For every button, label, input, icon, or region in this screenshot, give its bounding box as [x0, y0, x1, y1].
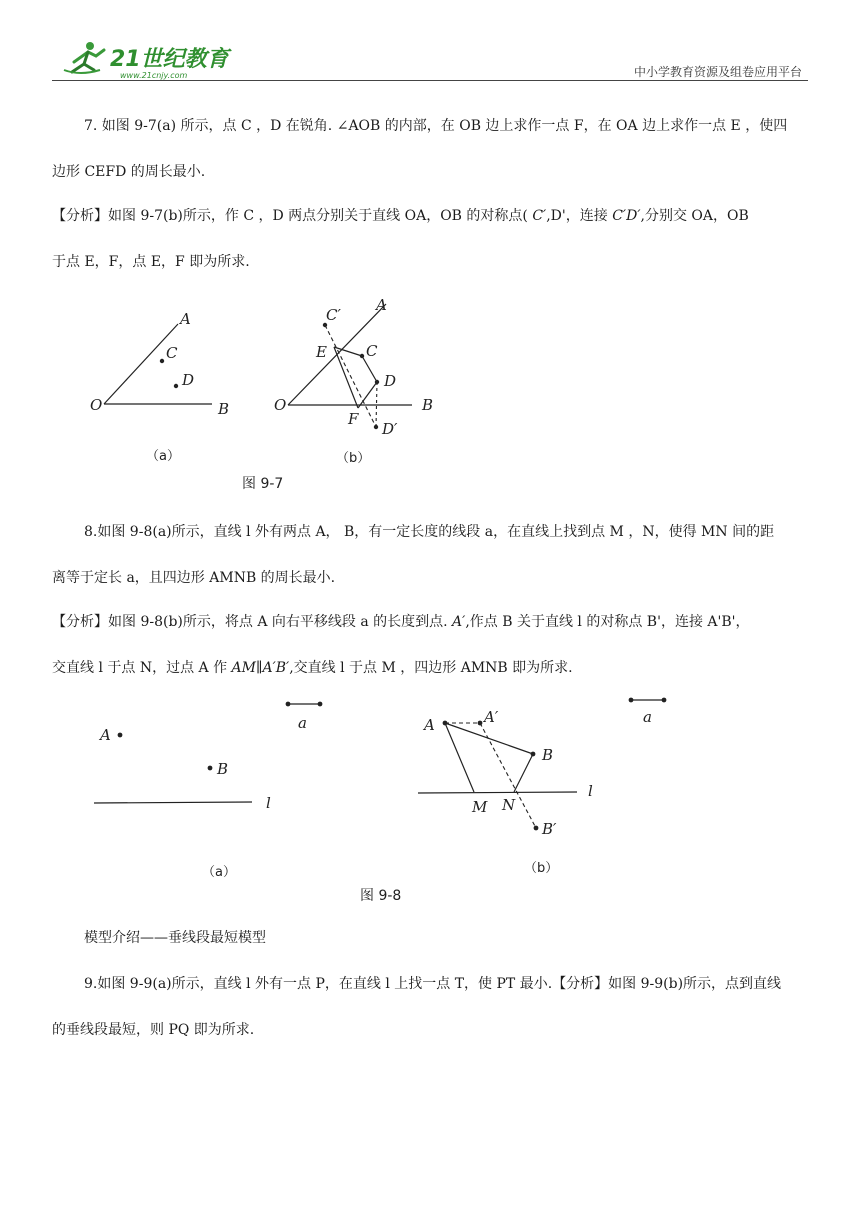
site-tagline: 中小学教育资源及组卷应用平台 — [633, 65, 802, 79]
fig8b-caption: （b） — [524, 861, 559, 876]
q8-line1: 8.如图 9-8(a)所示，直线 l 外有两点 A， B，有一定长度的线段 a，在直线上找到点 M ，N，使得 MN 间的距 — [84, 524, 775, 540]
q9-line2: 的垂线段最短，则 PQ 即为所求. — [52, 1022, 255, 1038]
fig7b-label-F: F — [348, 410, 359, 428]
fig8a-label-A: A — [100, 726, 111, 744]
q7-line2: 边形 CEFD 的周长最小. — [52, 164, 206, 180]
fig8b-label-A: A — [424, 716, 435, 734]
q9-line1: 9.如图 9-9(a)所示，直线 l 外有一点 P，在直线 l 上找一点 T，使 PT 最小.【分析】如图 9-9(b)所示，点到直线 — [84, 976, 782, 992]
fig7b-label-Cp: C′ — [326, 306, 341, 324]
fig7b-label-A: A — [376, 296, 387, 314]
svg-text:21世纪教育: 21世纪教育 — [110, 47, 229, 72]
fig8a-label-l: l — [266, 794, 271, 812]
q8-analysis-line1: 【分析】如图 9-8(b)所示，将点 A 向右平移线段 a 的长度到点. A′,作点 B 关于直线 l 的对称点 B'，连接 A'B'， — [52, 614, 750, 630]
svg-text:www.21cnjy.com: www.21cnjy.com — [120, 71, 188, 80]
figure-9-7 — [70, 290, 470, 500]
site-logo — [60, 40, 235, 80]
fig7a-caption: （a） — [146, 449, 180, 464]
fig7b-label-C: C — [366, 342, 378, 360]
fig7b-label-O: O — [274, 396, 287, 414]
fig8b-label-M: M — [472, 798, 488, 816]
fig7-caption: 图 9-7 — [242, 476, 284, 492]
fig7b-caption: （b） — [336, 451, 371, 466]
q8-analysis-line2: 交直线 l 于点 N，过点 A 作 AM∥A′B′,交直线 l 于点 M ，四边形 AMNB 即为所求. — [52, 660, 573, 676]
header-divider — [52, 80, 808, 81]
q7-analysis-line2: 于点 E，F，点 E，F 即为所求. — [52, 254, 250, 270]
fig7a-label-O: O — [90, 396, 103, 414]
fig8b-label-Bp: B′ — [542, 820, 557, 838]
fig8b-label-Ap: A′ — [484, 708, 499, 726]
fig8b-label-N: N — [502, 796, 516, 814]
figure-9-8 — [80, 690, 680, 910]
fig7b-label-D: D — [384, 372, 397, 390]
fig8b-label-B: B — [542, 746, 554, 764]
fig7a-label-D: D — [182, 371, 195, 389]
fig7a-label-B: B — [218, 400, 230, 418]
fig8-caption: 图 9-8 — [360, 888, 402, 904]
q7-line1: 7. 如图 9-7(a) 所示，点 C ，D 在锐角. ∠AOB 的内部，在 OB 边上求作一点 F，在 OA 边上求作一点 E ，使四 — [84, 118, 788, 134]
fig8b-label-l: l — [588, 782, 593, 800]
model-title: 模型介绍——垂线段最短模型 — [84, 930, 266, 946]
fig7a-label-C: C — [166, 344, 178, 362]
fig8a-label-B: B — [217, 760, 229, 778]
q8-line2: 离等于定长 a，且四边形 AMNB 的周长最小. — [52, 570, 336, 586]
fig8a-label-a: a — [298, 714, 307, 732]
fig7b-label-B: B — [422, 396, 434, 414]
fig8a-caption: （a） — [202, 865, 236, 880]
fig7b-label-Dp: D′ — [382, 420, 398, 438]
fig7b-label-E: E — [316, 343, 327, 361]
fig8b-label-a: a — [643, 708, 652, 726]
q7-analysis-line1: 【分析】如图 9-7(b)所示，作 C ，D 两点分别关于直线 OA，OB 的对称点( C′,D'，连接 C′D′,分别交 OA，OB — [52, 208, 749, 224]
page-header — [52, 36, 808, 82]
fig7a-label-A: A — [180, 310, 191, 328]
